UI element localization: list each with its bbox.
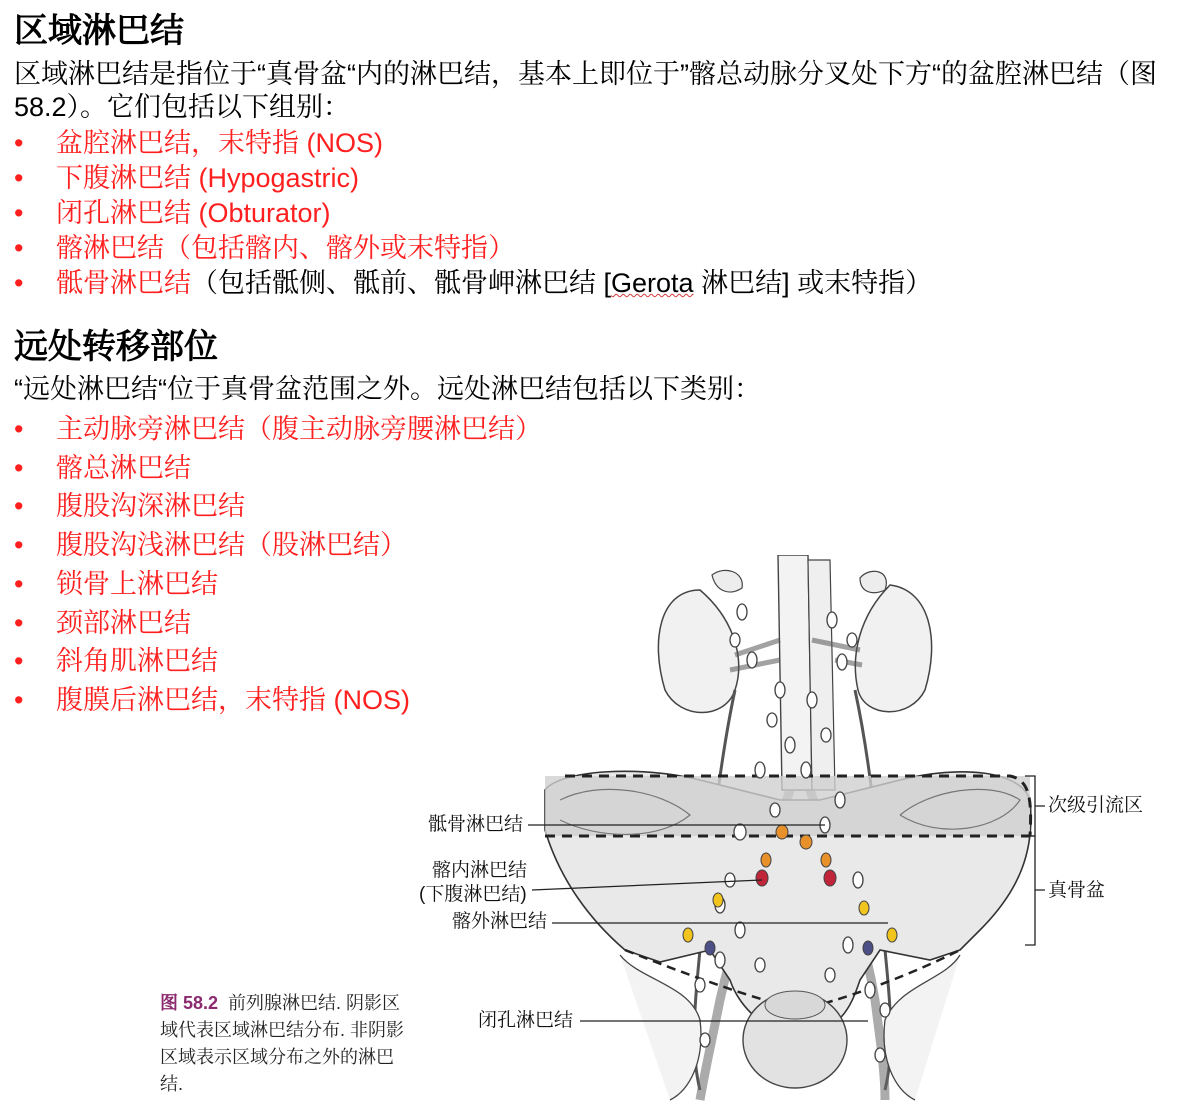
bullet-icon: • bbox=[14, 233, 24, 263]
figure-caption bbox=[160, 990, 405, 1098]
bullet-icon: • bbox=[14, 414, 24, 444]
right-femur bbox=[884, 955, 960, 1100]
bullet-icon: • bbox=[14, 163, 24, 193]
right-kidney bbox=[855, 585, 931, 712]
label-hypogastric-nodes: (下腹淋巴结) bbox=[419, 884, 527, 905]
distant-list bbox=[14, 410, 542, 720]
list-item: • 下腹淋巴结 (Hypogastric) bbox=[14, 161, 932, 196]
left-femur bbox=[620, 955, 701, 1100]
bullet-icon: • bbox=[14, 568, 24, 599]
bullet-icon: • bbox=[14, 198, 24, 228]
list-item: • 骶骨淋巴结（包括骶侧、骶前、骶骨岬淋巴结 [Gerota 淋巴结] 或末特指） bbox=[14, 266, 932, 301]
bullet-icon: • bbox=[14, 607, 24, 638]
bullet-icon: • bbox=[14, 491, 24, 522]
list-item: • 腹股沟浅淋巴结（股淋巴结） bbox=[14, 526, 542, 565]
regional-list bbox=[14, 126, 932, 301]
list-item: • 腹膜后淋巴结，末特指 (NOS) bbox=[14, 681, 542, 720]
regional-intro: 区域淋巴结是指位于“真骨盆“内的淋巴结，基本上即位于”髂总动脉分叉处下方“的盆腔淋巴结（图 58.2）。它们包括以下组别： bbox=[14, 59, 1157, 122]
bullet-icon: • bbox=[14, 128, 24, 158]
list-item: • 闭孔淋巴结 (Obturator) bbox=[14, 196, 932, 231]
label-obturator-nodes: 闭孔淋巴结 bbox=[478, 1010, 574, 1031]
distant-heading: 远处转移部位 bbox=[14, 328, 218, 366]
vena-cava bbox=[808, 560, 835, 790]
secondary-drainage-zone bbox=[545, 776, 1030, 836]
distant-intro: “远处淋巴结“位于真骨盆范围之外。远处淋巴结包括以下类别： bbox=[14, 374, 761, 404]
left-kidney bbox=[658, 590, 738, 713]
figure-caption-text: 前列腺淋巴结. 阴影区域代表区域淋巴结分布. 非阴影区域表示区域分布之外的淋巴结. bbox=[160, 993, 405, 1094]
bullet-icon: • bbox=[14, 268, 24, 298]
list-item: • 斜角肌淋巴结 bbox=[14, 642, 542, 681]
list-item: • 主动脉旁淋巴结（腹主动脉旁腰淋巴结） bbox=[14, 410, 542, 449]
list-item: • 腹股沟深淋巴结 bbox=[14, 487, 542, 526]
bullet-icon: • bbox=[14, 646, 24, 677]
list-item: • 盆腔淋巴结，末特指 (NOS) bbox=[14, 126, 932, 161]
left-adrenal bbox=[712, 570, 742, 592]
list-item: • 髂淋巴结（包括髂内、髂外或末特指） bbox=[14, 231, 932, 266]
bullet-icon: • bbox=[14, 452, 24, 483]
figure-number: 图 58.2 bbox=[160, 993, 219, 1013]
label-sacral-nodes: 骶骨淋巴结 bbox=[428, 814, 524, 835]
list-item: • 锁骨上淋巴结 bbox=[14, 565, 542, 604]
label-true-pelvis: 真骨盆 bbox=[1048, 880, 1106, 901]
prostate bbox=[765, 991, 825, 1019]
right-adrenal bbox=[860, 571, 886, 592]
bullet-icon: • bbox=[14, 530, 24, 561]
label-secondary-drainage: 次级引流区 bbox=[1048, 795, 1144, 816]
label-external-iliac-nodes: 髂外淋巴结 bbox=[452, 911, 548, 932]
aorta bbox=[778, 555, 812, 790]
pelvic-lymph-illustration bbox=[520, 555, 1196, 1104]
bullet-icon: • bbox=[14, 684, 24, 715]
list-item: • 髂总淋巴结 bbox=[14, 449, 542, 488]
list-item: • 颈部淋巴结 bbox=[14, 604, 542, 643]
regional-heading: 区域淋巴结 bbox=[14, 12, 184, 50]
label-internal-iliac-nodes: 髂内淋巴结 bbox=[432, 860, 528, 881]
